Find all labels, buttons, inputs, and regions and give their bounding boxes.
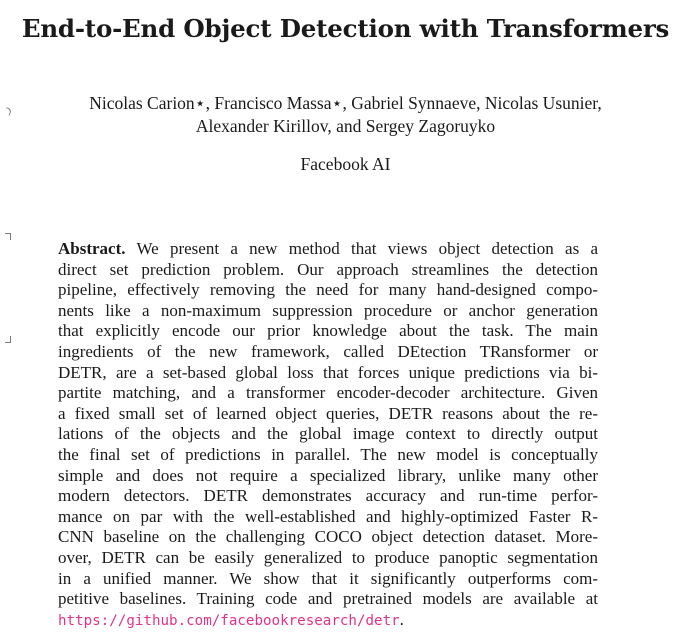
authors-line-2: Alexander Kirillov, and Sergey Zagoruyko (195, 116, 496, 136)
authors-line-1: Nicolas Carion⋆, Francisco Massa⋆, Gabriel Synnaeve, Nicolas Usunier, (89, 93, 602, 113)
abstract-line: DETR, are a set-based global loss that forces unique predictions via bi- (58, 362, 598, 382)
paper-title: End-to-End Object Detection with Transformers (21, 14, 670, 43)
abstract-line: nents like a non-maximum suppression procedure or anchor generation (58, 300, 598, 320)
author-list (0, 92, 691, 138)
margin-mark (5, 233, 11, 240)
abstract-line: lations of the objects and the global image context to directly output (58, 424, 598, 444)
abstract-line: mance on par with the well-established and highly-optimized Faster R- (58, 506, 598, 526)
abstract-line: partite matching, and a transformer encoder-decoder architecture. Given (58, 383, 598, 403)
margin-mark (5, 336, 11, 343)
abstract-line: the final set of predictions in parallel. The new model is conceptually (58, 444, 598, 464)
abstract-line: modern detectors. DETR demonstrates accuracy and run-time perfor- (58, 486, 598, 506)
abstract-line: ingredients of the new framework, called DEtection TRansformer or (58, 341, 598, 361)
abstract-line: that explicitly encode our prior knowledge about the task. The main (58, 321, 598, 341)
abstract-line: pipeline, effectively removing the need for many hand-designed compo- (58, 280, 598, 300)
affiliation: Facebook AI (300, 154, 391, 174)
abstract-line: CNN baseline on the challenging COCO object detection dataset. More- (58, 527, 598, 547)
abstract-text: We present a new method that views object detection as a (125, 239, 598, 258)
abstract-line: over, DETR can be easily generalized to produce panoptic segmentation (58, 547, 598, 567)
code-link[interactable]: https://github.com/facebookresearch/detr (58, 612, 400, 629)
abstract-line: simple and does not require a specialized library, unlike many other (58, 465, 598, 485)
abstract-line: petitive baselines. Training code and pretrained models are available at (58, 589, 598, 609)
abstract-line (58, 610, 598, 631)
url-period: . (399, 609, 404, 629)
abstract-line: direct set prediction problem. Our approach streamlines the detection (58, 259, 598, 279)
abstract-line: in a unified manner. We show that it significantly outperforms com- (58, 568, 598, 588)
abstract-heading: Abstract. (58, 239, 126, 258)
abstract-line (58, 239, 598, 260)
abstract-line: a fixed small set of learned object queries, DETR reasons about the re- (58, 403, 598, 423)
abstract (58, 239, 598, 630)
